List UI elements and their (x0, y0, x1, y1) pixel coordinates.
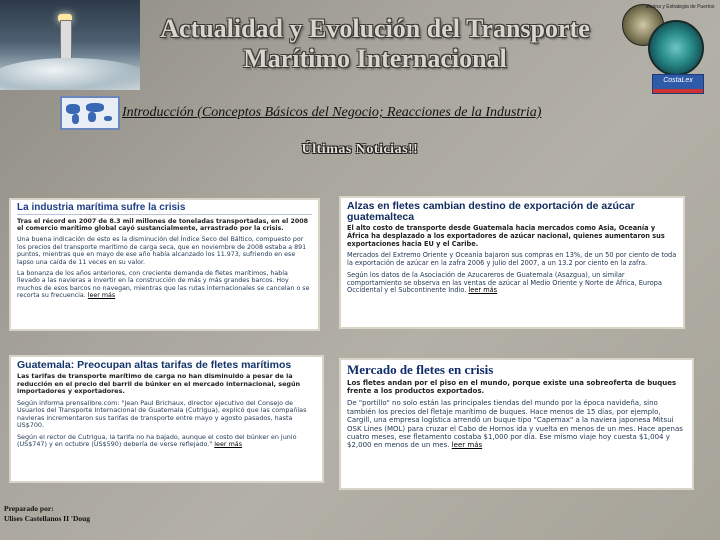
seal-caption: Marina y Estrategia de Puertos (645, 4, 715, 10)
map-landmass (88, 112, 96, 122)
news-card-crisis[interactable] (9, 198, 320, 331)
news-card-guatemala-rates[interactable] (9, 355, 324, 483)
article-body (347, 399, 686, 449)
author-credit (4, 504, 90, 524)
title-line-1: Actualidad y Evolución del Transporte (160, 14, 590, 43)
article-body-text: La bonanza de los años anteriores, con creciente demanda de fletes marítimos, había llevado a las navieras a invertir en la construcción de más y más grandes barcos. Hoy muchos de esos barcos no navegan, mientras que las rutas internacionales se cancelan o se recorta su frecuencia. (17, 270, 310, 300)
map-landmass (104, 116, 112, 121)
map-landmass (86, 103, 104, 112)
header-photo-lighthouse (0, 0, 140, 90)
article-lead: El alto costo de transporte desde Guatemala hacia mercados como Asia, Oceanía y África ha desplazado a los exportadores de azúcar nacional, quienes aumentaron sus exportaciones hacia EU y el Caribe. (347, 224, 665, 248)
article-body (347, 272, 677, 295)
article-body-text: Según el rector de Cutrigua, la tarifa no ha bajado, aunque el costo del búnker en junio (US$747) y en octubre (US$590) debería de verse reflejado." (17, 432, 297, 449)
article-body (17, 434, 316, 449)
article-body: Según informa prensalibre.com: "Jean Paul Brichaux, director ejecutivo del Consejo de Usuarios del Transporte Internacional de Guatemala (Cutrigua), explicó que las compañías navieras incrementaron sus tarifas de transporte entre mayo y agosto pasados, hasta US$700. (17, 398, 307, 430)
article-headline[interactable]: Alzas en fletes cambian destino de exportación de azúcar guatemalteca (347, 200, 635, 224)
credit-line-1: Preparado por: (4, 504, 54, 513)
organization-logo (652, 74, 704, 94)
map-landmass (72, 114, 79, 124)
article-body-text: Según los datos de la Asociación de Azucareros de Guatemala (Asazgua), un similar comportamiento se observa en las ventas de azúcar al Medio Oriente y Norte de África, Europa Occidental y el Subcontinente Indio. (347, 270, 662, 295)
logo-strip (653, 89, 703, 93)
article-body (17, 270, 312, 300)
section-subtitle-link[interactable]: Introducción (Conceptos Básicos del Negocio; Reacciones de la Industria) (122, 105, 542, 120)
map-landmass (66, 104, 80, 114)
read-more-link[interactable]: leer más (214, 440, 243, 449)
article-body-text: De "portillo" no solo están las principales tiendas del mundo por la época navideña, sino también los precios del fletaje marítimo de buques. Hace menos de 15 días, por ejemplo, Cargill, una empresa logística arrendó un buque tipo "Capemax" a la naviera japonesa Mitsui OSK Lines (MOL) para cruzar el Cabo de Hornos ida y vuelta en menos de un mes. Hace apenas cuatro meses, ese fletamento costaba $1,000 por día. Ese mismo viaje hoy cuesta $1,004 y $2,000 en menos de un mes. (347, 399, 683, 450)
wave-splash (0, 58, 140, 90)
article-body: Mercados del Extremo Oriente y Oceanía bajaron sus compras en 13%, de un 50 por ciento de toda la exportación de azúcar en la zafra 2006 y julio del 2007, a un 13.2 por ciento en la zafra. (347, 251, 677, 268)
news-heading: Últimas Noticias!! (301, 142, 419, 157)
news-card-sugar-export[interactable] (339, 196, 685, 329)
read-more-link[interactable]: leer más (468, 286, 498, 295)
article-headline[interactable]: Guatemala: Preocupan altas tarifas de fletes marítimos (17, 359, 292, 371)
article-lead: Los fletes andan por el piso en el mundo, porque existe una sobreoferta de buques frente a los productos exportados. (347, 378, 677, 396)
article-headline[interactable]: Mercado de fletes en crisis (347, 362, 494, 377)
article-headline[interactable]: La industria marítima sufre la crisis (17, 203, 312, 215)
credit-line-2: Ulises Castellanos II 'Doug (4, 514, 91, 523)
news-card-freight-market[interactable] (339, 358, 694, 490)
read-more-link[interactable]: leer más (87, 292, 116, 300)
read-more-link[interactable]: leer más (451, 441, 483, 450)
article-body: Una buena indicación de esto es la disminución del Índice Seco del Báltico, compuesto por los precios del transporte marítimo de carga seca, que en noviembre de 2008 estaba a 891 puntos, mientras que en mayo de ese año había alcanzado los 11.973, sufriendo en ese lapso una caída de 11 veces en su valor. (17, 236, 307, 266)
world-map-icon (60, 96, 120, 130)
organization-logo-label: CostaLex (663, 77, 693, 84)
title-line-2: Marítimo Internacional (243, 44, 507, 73)
article-lead: Las tarifas de transporte marítimo de carga no han disminuido a pesar de la reducción en el precio del barril de búnker en el mercado internacional, según importadores y exportadores. (17, 372, 301, 396)
article-lead: Tras el récord en 2007 de 8.3 mil millones de toneladas transportadas, en el 2008 el comercio marítimo global cayó sustancialmente, arrastrado por la crisis. (17, 217, 309, 232)
compass-seal-icon (648, 20, 704, 76)
page-title (140, 14, 610, 74)
